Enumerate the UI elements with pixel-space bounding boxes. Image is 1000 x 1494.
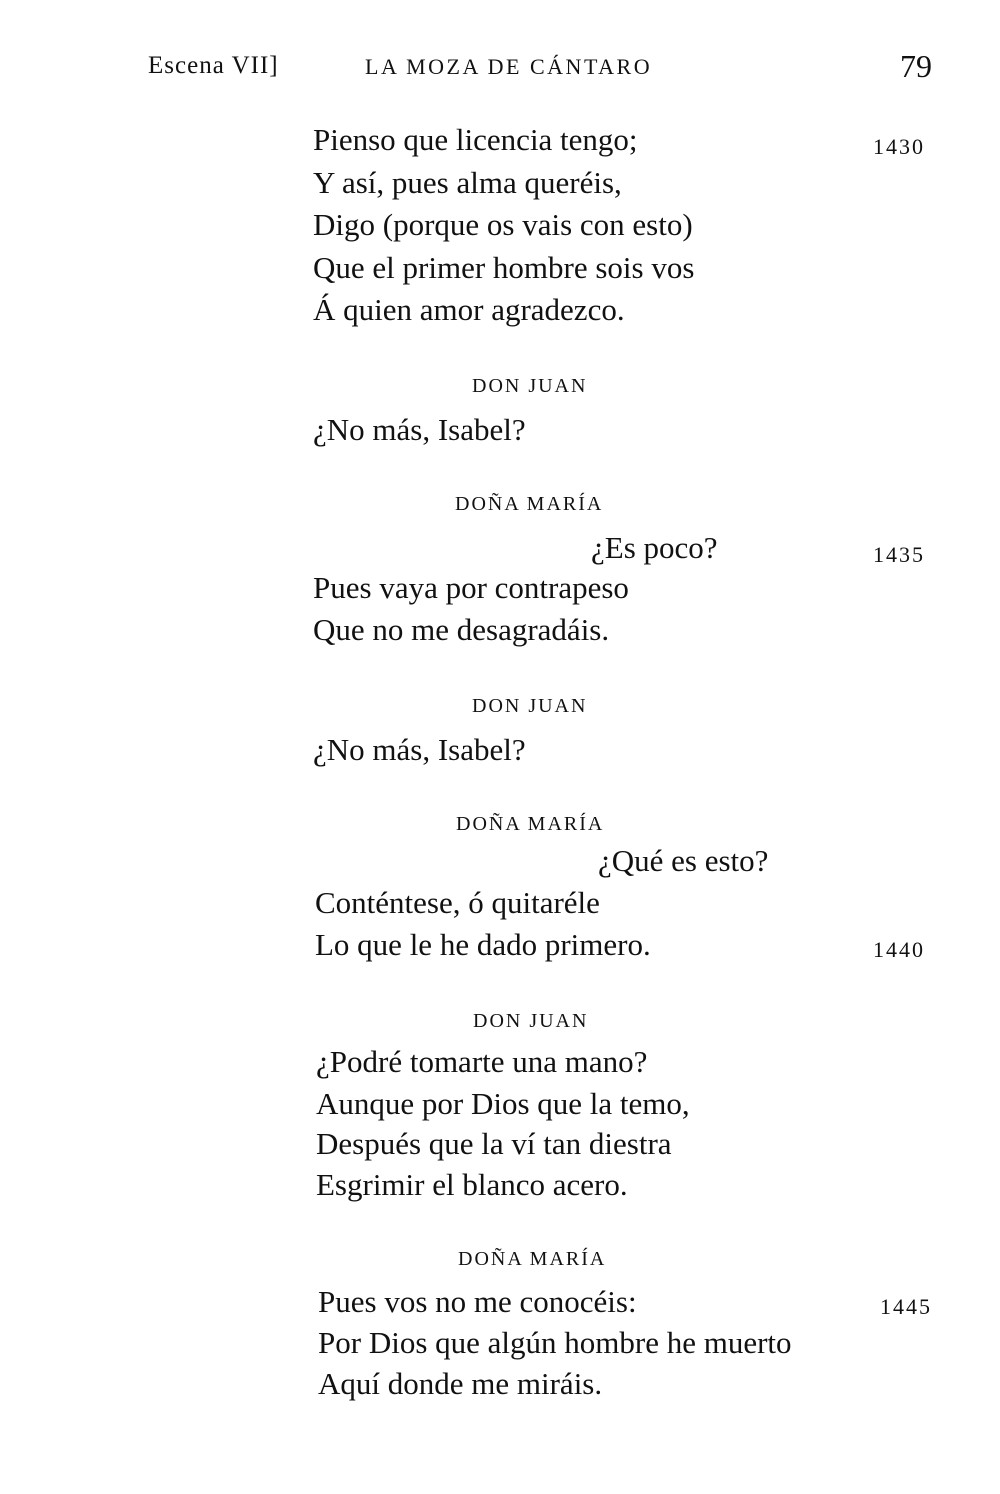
verse-line: ¿Podré tomarte una mano?	[316, 1044, 648, 1079]
verse-line: Aunque por Dios que la temo,	[316, 1086, 690, 1121]
speaker-heading: DON JUAN	[472, 375, 588, 397]
verse-line: ¿No más, Isabel?	[313, 732, 526, 767]
speaker-heading: DOÑA MARÍA	[458, 1248, 607, 1270]
verse-line: Conténtese, ó quitaréle	[315, 885, 600, 920]
verse-line: Por Dios que algún hombre he muerto	[318, 1325, 792, 1360]
page-number: 79	[900, 48, 932, 84]
verse-line: ¿No más, Isabel?	[313, 412, 526, 447]
verse-line: Pues vos no me conocéis:	[318, 1284, 637, 1319]
speaker-heading: DON JUAN	[472, 695, 588, 717]
verse-line: Aquí donde me miráis.	[318, 1366, 603, 1401]
verse-line: Que no me desagradáis.	[313, 612, 610, 647]
speaker-heading: DON JUAN	[473, 1010, 589, 1032]
play-title: LA MOZA DE CÁNTARO	[365, 54, 653, 79]
line-number: 1440	[873, 937, 925, 962]
verse-line: Pues vaya por contrapeso	[313, 570, 629, 605]
line-number: 1445	[880, 1294, 932, 1319]
verse-line: Esgrimir el blanco acero.	[316, 1167, 628, 1202]
line-number: 1430	[873, 134, 925, 159]
speaker-heading: DOÑA MARÍA	[455, 493, 604, 515]
verse-line: Pienso que licencia tengo;	[313, 122, 638, 157]
speaker-heading: DOÑA MARÍA	[456, 813, 605, 835]
verse-line: Y así, pues alma queréis,	[313, 165, 622, 200]
verse-line: Que el primer hombre sois vos	[313, 250, 695, 285]
verse-line: Lo que le he dado primero.	[315, 927, 651, 962]
scene-label: Escena VII]	[148, 52, 279, 79]
verse-line: Á quien amor agradezco.	[313, 292, 625, 327]
verse-line: ¿Es poco?	[591, 530, 718, 565]
running-header	[0, 46, 1000, 96]
verse-line: ¿Qué es esto?	[598, 843, 769, 878]
verse-line: Digo (porque os vais con esto)	[313, 207, 693, 242]
verse-line: Después que la ví tan diestra	[316, 1126, 672, 1161]
line-number: 1435	[873, 542, 925, 567]
